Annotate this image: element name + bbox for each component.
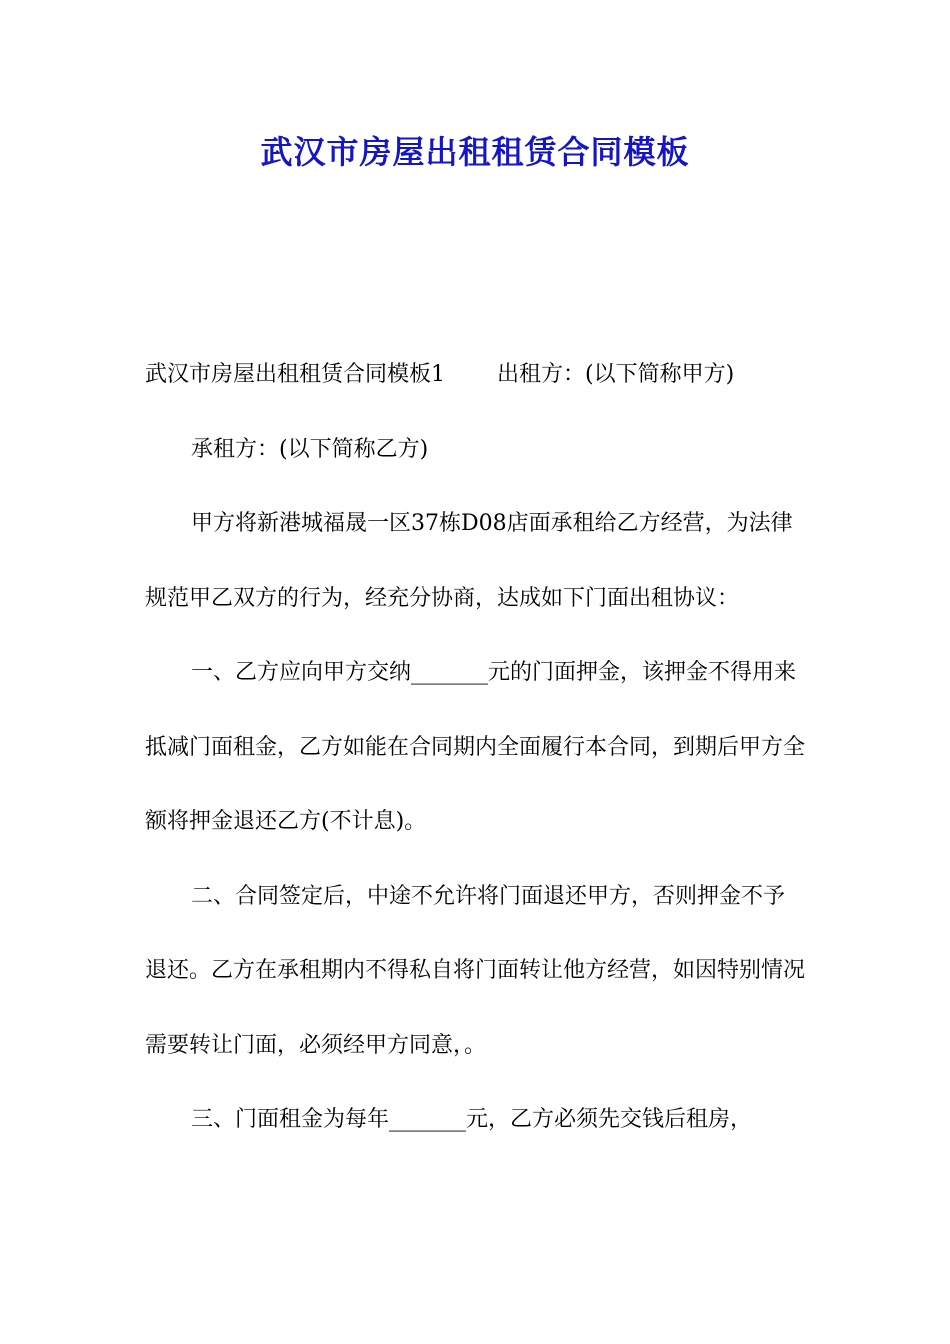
paragraph-intro: 甲方将新港城福晟一区37栋D08店面承租给乙方经营，为法律规范甲乙双方的行为，经充分协商，达成如下门面出租协议： <box>145 511 793 611</box>
paragraph-lessee: 承租方：(以下简称乙方) <box>191 436 429 462</box>
document-body <box>145 338 805 1158</box>
paragraph-clause-3: 三、门面租金为每年_______元，乙方必须先交钱后租房， <box>191 1107 753 1132</box>
paragraph-clause-2: 二、合同签定后，中途不允许将门面退还甲方，否则押金不予退还。乙方在承租期内不得私自将门面转让他方经营，如因特别情况需要转让门面，必须经甲方同意，。 <box>145 883 806 1058</box>
document-title: 武汉市房屋出租租赁合同模板 <box>260 133 690 171</box>
paragraph-header <box>145 338 805 413</box>
paragraph-clause-1: 一、乙方应向甲方交纳_______元的门面押金，该押金不得用来抵减门面租金，乙方如能在合同期内全面履行本合同，到期后甲方全额将押金退还乙方(不计息)。 <box>145 660 806 834</box>
contract-heading: 武汉市房屋出租租赁合同模板1 <box>145 362 445 387</box>
lessor-line: 出租方：(以下简称甲方) <box>497 362 735 387</box>
